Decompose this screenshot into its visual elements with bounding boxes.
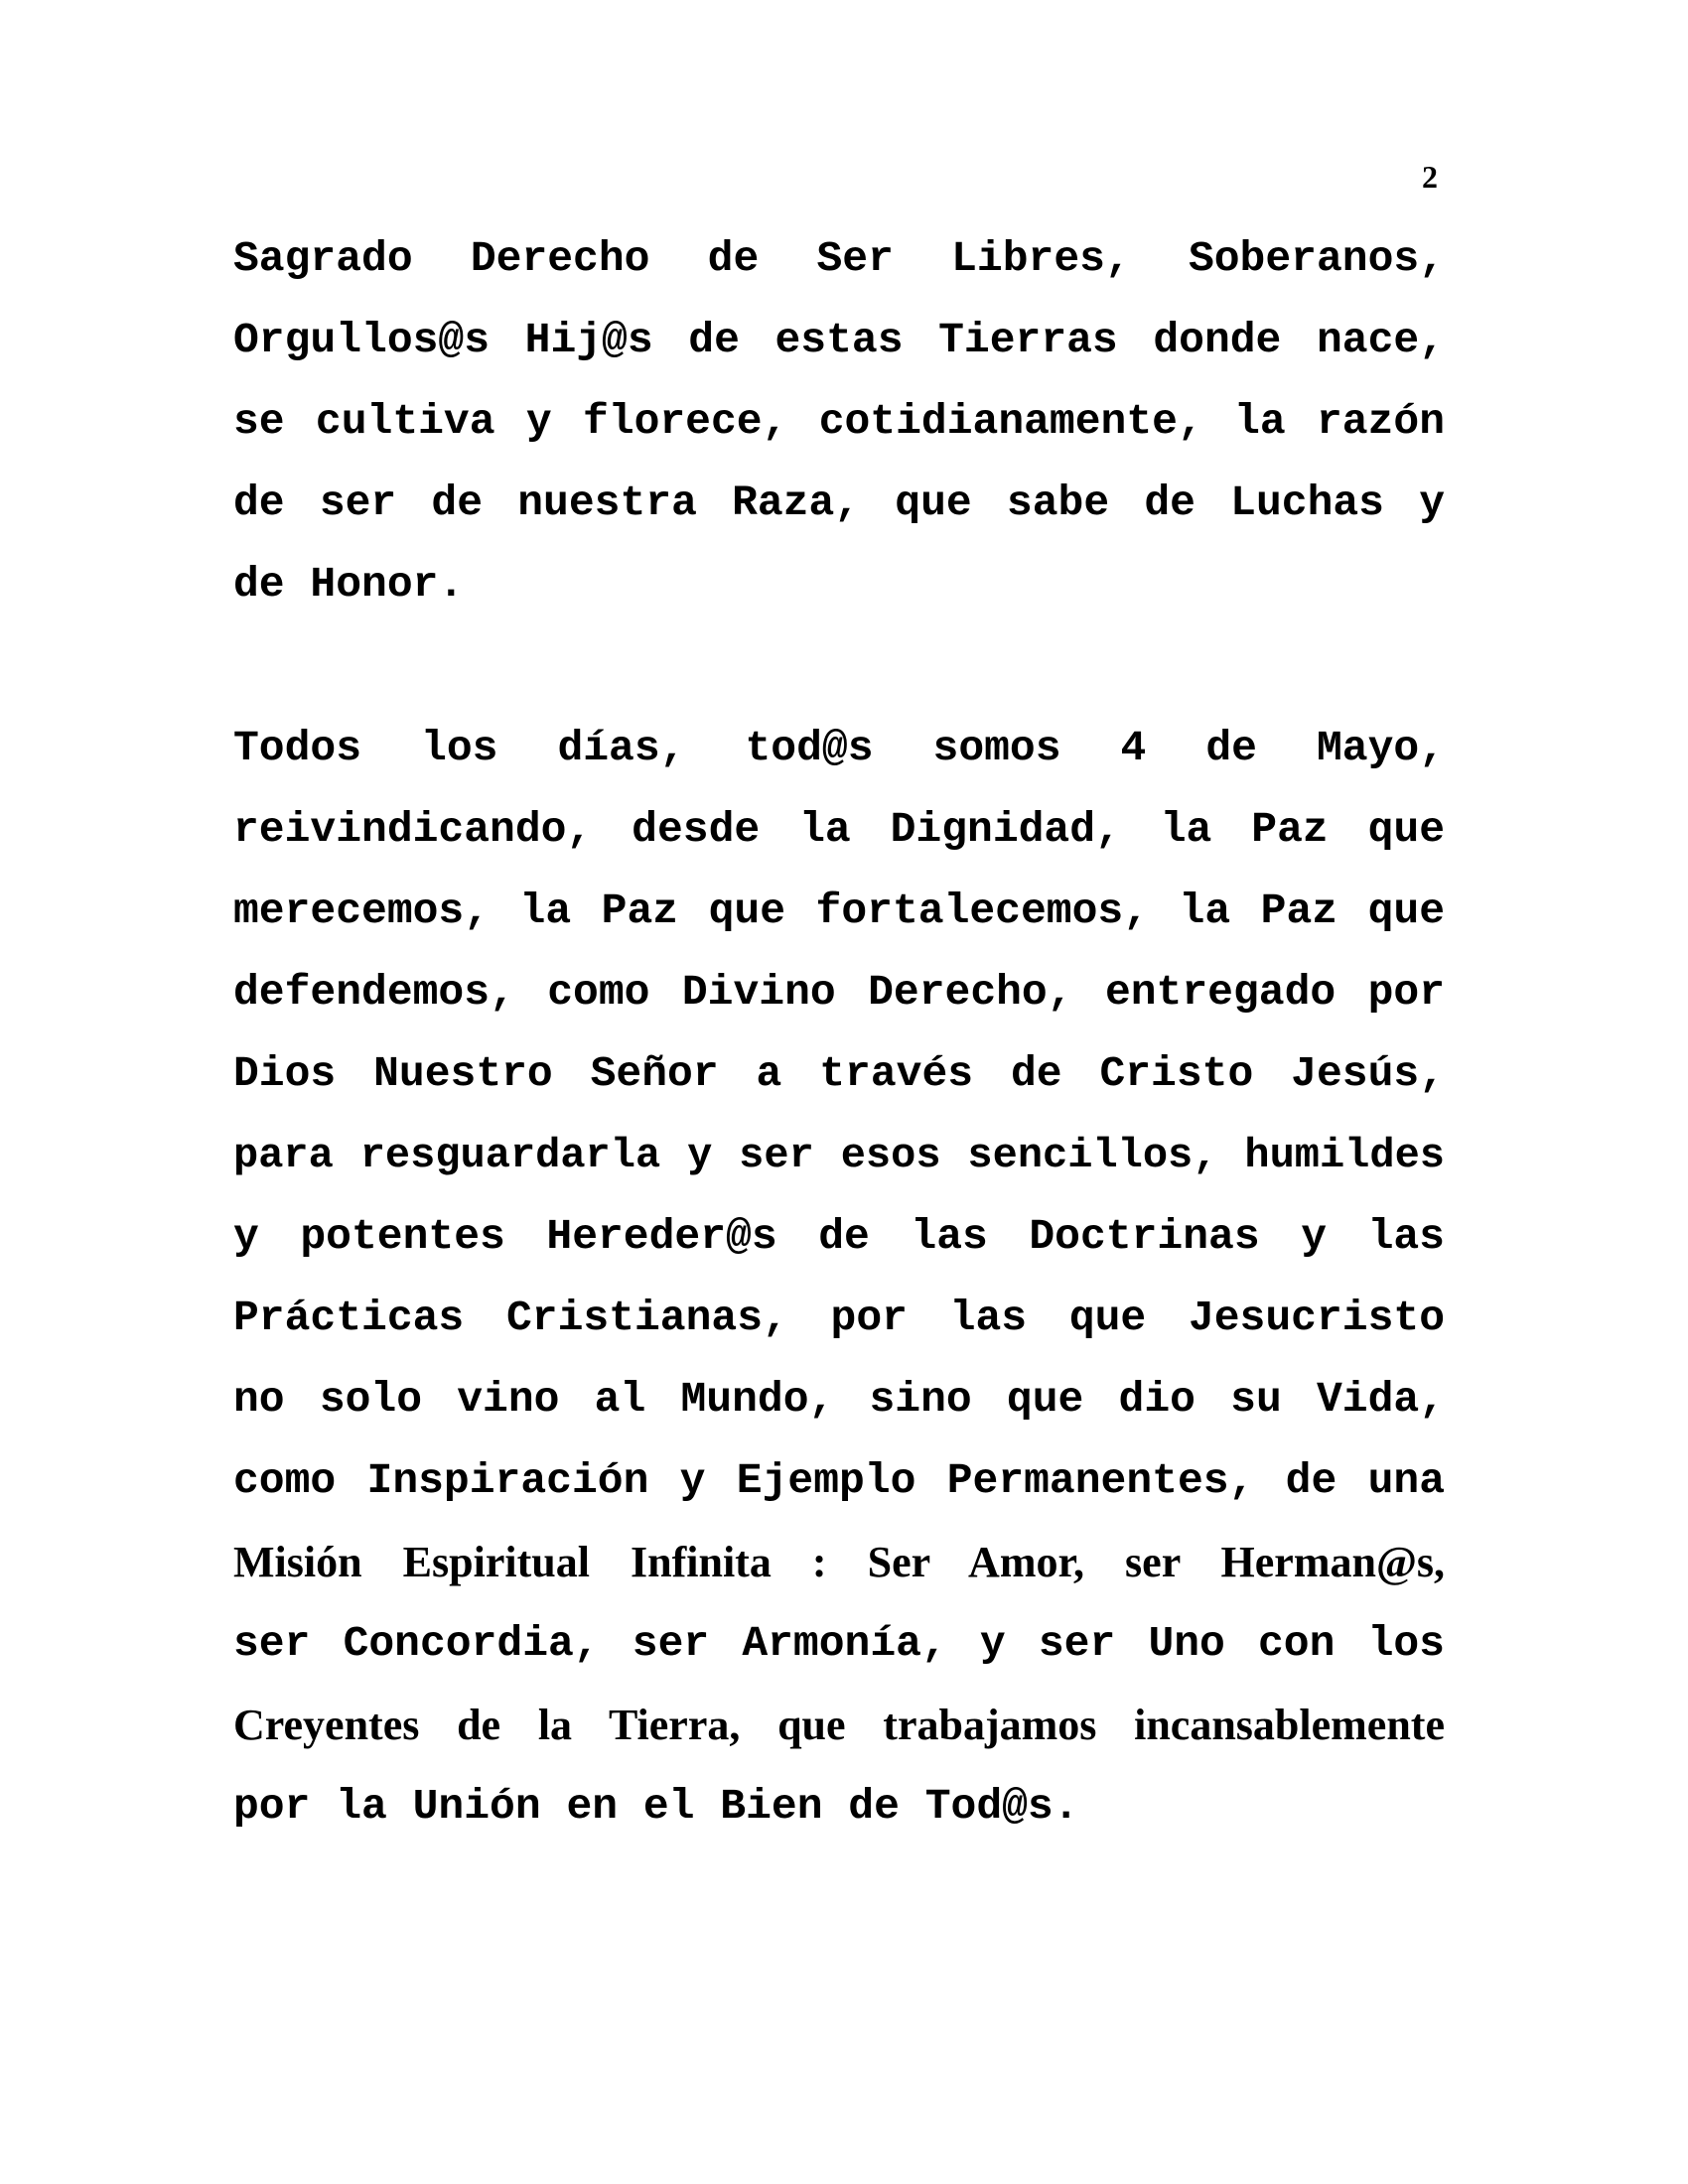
paragraph-1 bbox=[233, 218, 1445, 625]
page-number: 2 bbox=[1422, 159, 1438, 195]
text-line: para resguardarla y ser esos sencillos, humildes bbox=[233, 1132, 1445, 1179]
paragraph-2 bbox=[233, 708, 1445, 1847]
text-line: Orgullos@s Hij@s de estas Tierras donde nace, bbox=[233, 316, 1445, 364]
text-line: ser Concordia, ser Armonía, y ser Uno con los bbox=[233, 1619, 1445, 1668]
text-line: Dios Nuestro Señor a través de Cristo Jesús, bbox=[233, 1049, 1445, 1098]
text-line: Creyentes de la Tierra, que trabajamos incansablemente bbox=[233, 1701, 1445, 1749]
text-line: se cultiva y florece, cotidianamente, la razón bbox=[233, 397, 1445, 446]
text-line: de ser de nuestra Raza, que sabe de Luchas y bbox=[233, 478, 1445, 527]
text-line: Misión Espiritual Infinita : Ser Amor, ser Herman@s, bbox=[233, 1538, 1445, 1586]
text-line: por la Unión en el Bien de Tod@s. bbox=[233, 1782, 1079, 1831]
text-line: y potentes Hereder@s de las Doctrinas y las bbox=[233, 1212, 1445, 1261]
text-line: merecemos, la Paz que fortalecemos, la Paz que bbox=[233, 887, 1445, 935]
text-line: como Inspiración y Ejemplo Permanentes, de una bbox=[233, 1456, 1445, 1505]
text-line: reivindicando, desde la Dignidad, la Paz que bbox=[233, 805, 1445, 854]
text-line: Todos los días, tod@s somos 4 de Mayo, bbox=[233, 724, 1445, 772]
text-line: Prácticas Cristianas, por las que Jesucristo bbox=[233, 1294, 1445, 1342]
text-line: defendemos, como Divino Derecho, entregado por bbox=[233, 968, 1445, 1017]
text-line: no solo vino al Mundo, sino que dio su Vida, bbox=[233, 1375, 1445, 1424]
text-line: de Honor. bbox=[233, 560, 465, 609]
text-line: Sagrado Derecho de Ser Libres, Soberanos, bbox=[233, 234, 1445, 283]
